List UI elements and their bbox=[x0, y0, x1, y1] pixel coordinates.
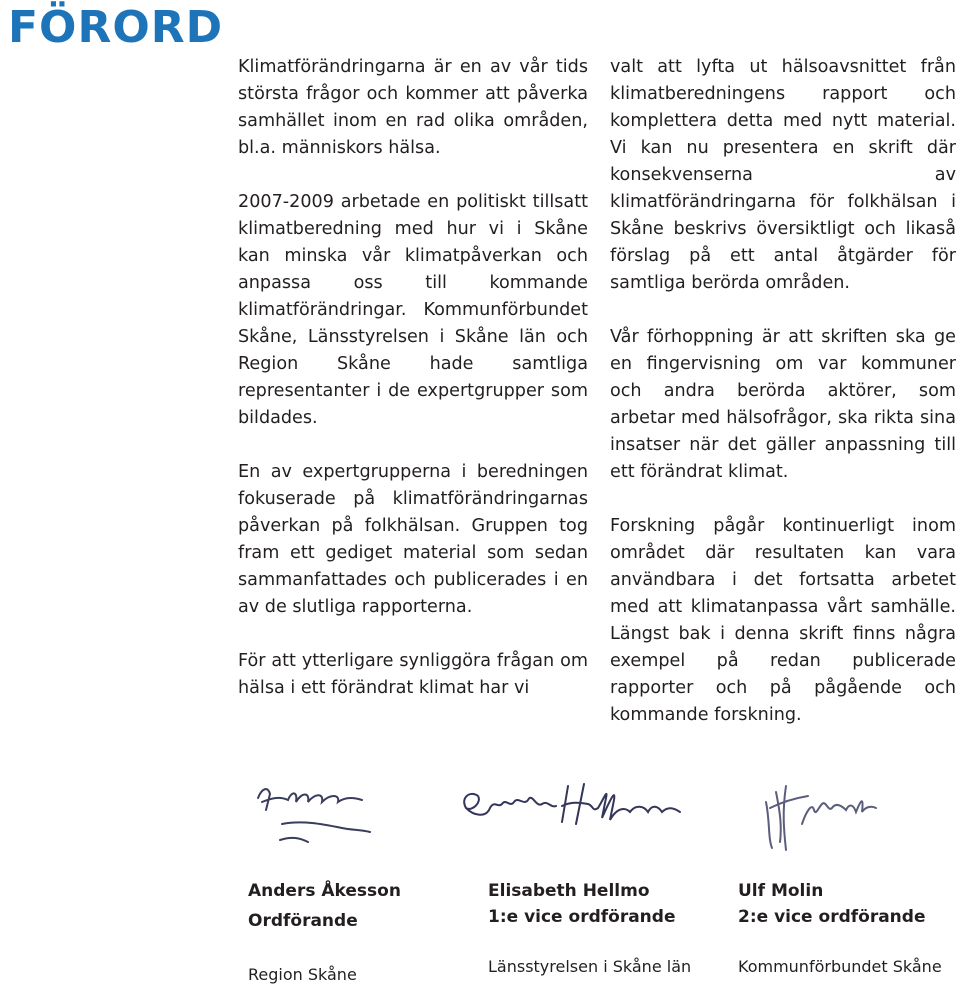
paragraph: Vår förhoppning är att skriften ska ge en fingervisning om var kommuner och andra berörda aktörer, som arbetar med hälsofrågor, ska rikta sina insatser när det gäller anpassning till ett förändrat klimat. bbox=[610, 327, 956, 482]
signer-role: Ordförande bbox=[248, 911, 358, 931]
signer-name: Anders Åkesson bbox=[248, 881, 401, 901]
signer-organization: Region Skåne bbox=[248, 965, 357, 984]
signer-name: Elisabeth Hellmo bbox=[488, 881, 650, 901]
paragraph: 2007-2009 arbetade en politiskt tillsatt klimatberedning med hur vi i Skåne kan minska vår klimatpåverkan och anpassa oss till kommande klimatförändringar. Kommunförbundet Skåne, Länsstyrelsen i Skåne län och Region Skåne hade samtliga representanter i de expertgrupper som bildades. bbox=[238, 192, 588, 428]
signature-ulf-molin bbox=[752, 772, 892, 862]
signature-elisabeth-hellmo bbox=[458, 778, 688, 848]
paragraph: För att ytterligare synliggöra frågan om hälsa i ett förändrat klimat har vi bbox=[238, 651, 588, 698]
signer-block bbox=[738, 878, 942, 978]
signer-name: Ulf Molin bbox=[738, 881, 824, 901]
signer-block bbox=[248, 878, 401, 986]
paragraph: Klimatförändringarna är en av vår tids största frågor och kommer att påverka samhället inom en rad olika områden, bl.a. människors hälsa. bbox=[238, 57, 588, 158]
paragraph: valt att lyfta ut hälsoavsnittet från klimatberedningens rapport och komplettera detta med nytt material. Vi kan nu presentera en skrift där konsekvenserna av klimatförändringarna för folkhälsan i Skåne beskrivs översiktligt och likaså förslag på ett antal åtgärder för samtliga berörda områden. bbox=[610, 57, 956, 293]
left-column bbox=[238, 54, 588, 729]
signer-organization: Kommunförbundet Skåne bbox=[738, 957, 942, 976]
paragraph: Forskning pågår kontinuerligt inom området där resultaten kan vara användbara i det fortsatta arbetet med att klimatanpassa vårt samhälle. Längst bak i denna skrift finns några exempel på redan publicerade rapporter och på pågående och kommande forskning. bbox=[610, 516, 956, 725]
page-title: FÖRORD bbox=[8, 2, 224, 53]
paragraph: En av expertgrupperna i beredningen fokuserade på klimatförändringarnas påverkan på folkhälsan. Gruppen tog fram ett gediget material som sedan sammanfattades och publicerades i en av de slutliga rapporterna. bbox=[238, 462, 588, 617]
right-column bbox=[610, 54, 956, 756]
signer-block bbox=[488, 878, 691, 978]
signer-role: 1:e vice ordförande bbox=[488, 907, 676, 927]
signer-organization: Länsstyrelsen i Skåne län bbox=[488, 957, 692, 976]
signer-role: 2:e vice ordförande bbox=[738, 907, 926, 927]
signature-anders-akesson bbox=[252, 780, 392, 860]
